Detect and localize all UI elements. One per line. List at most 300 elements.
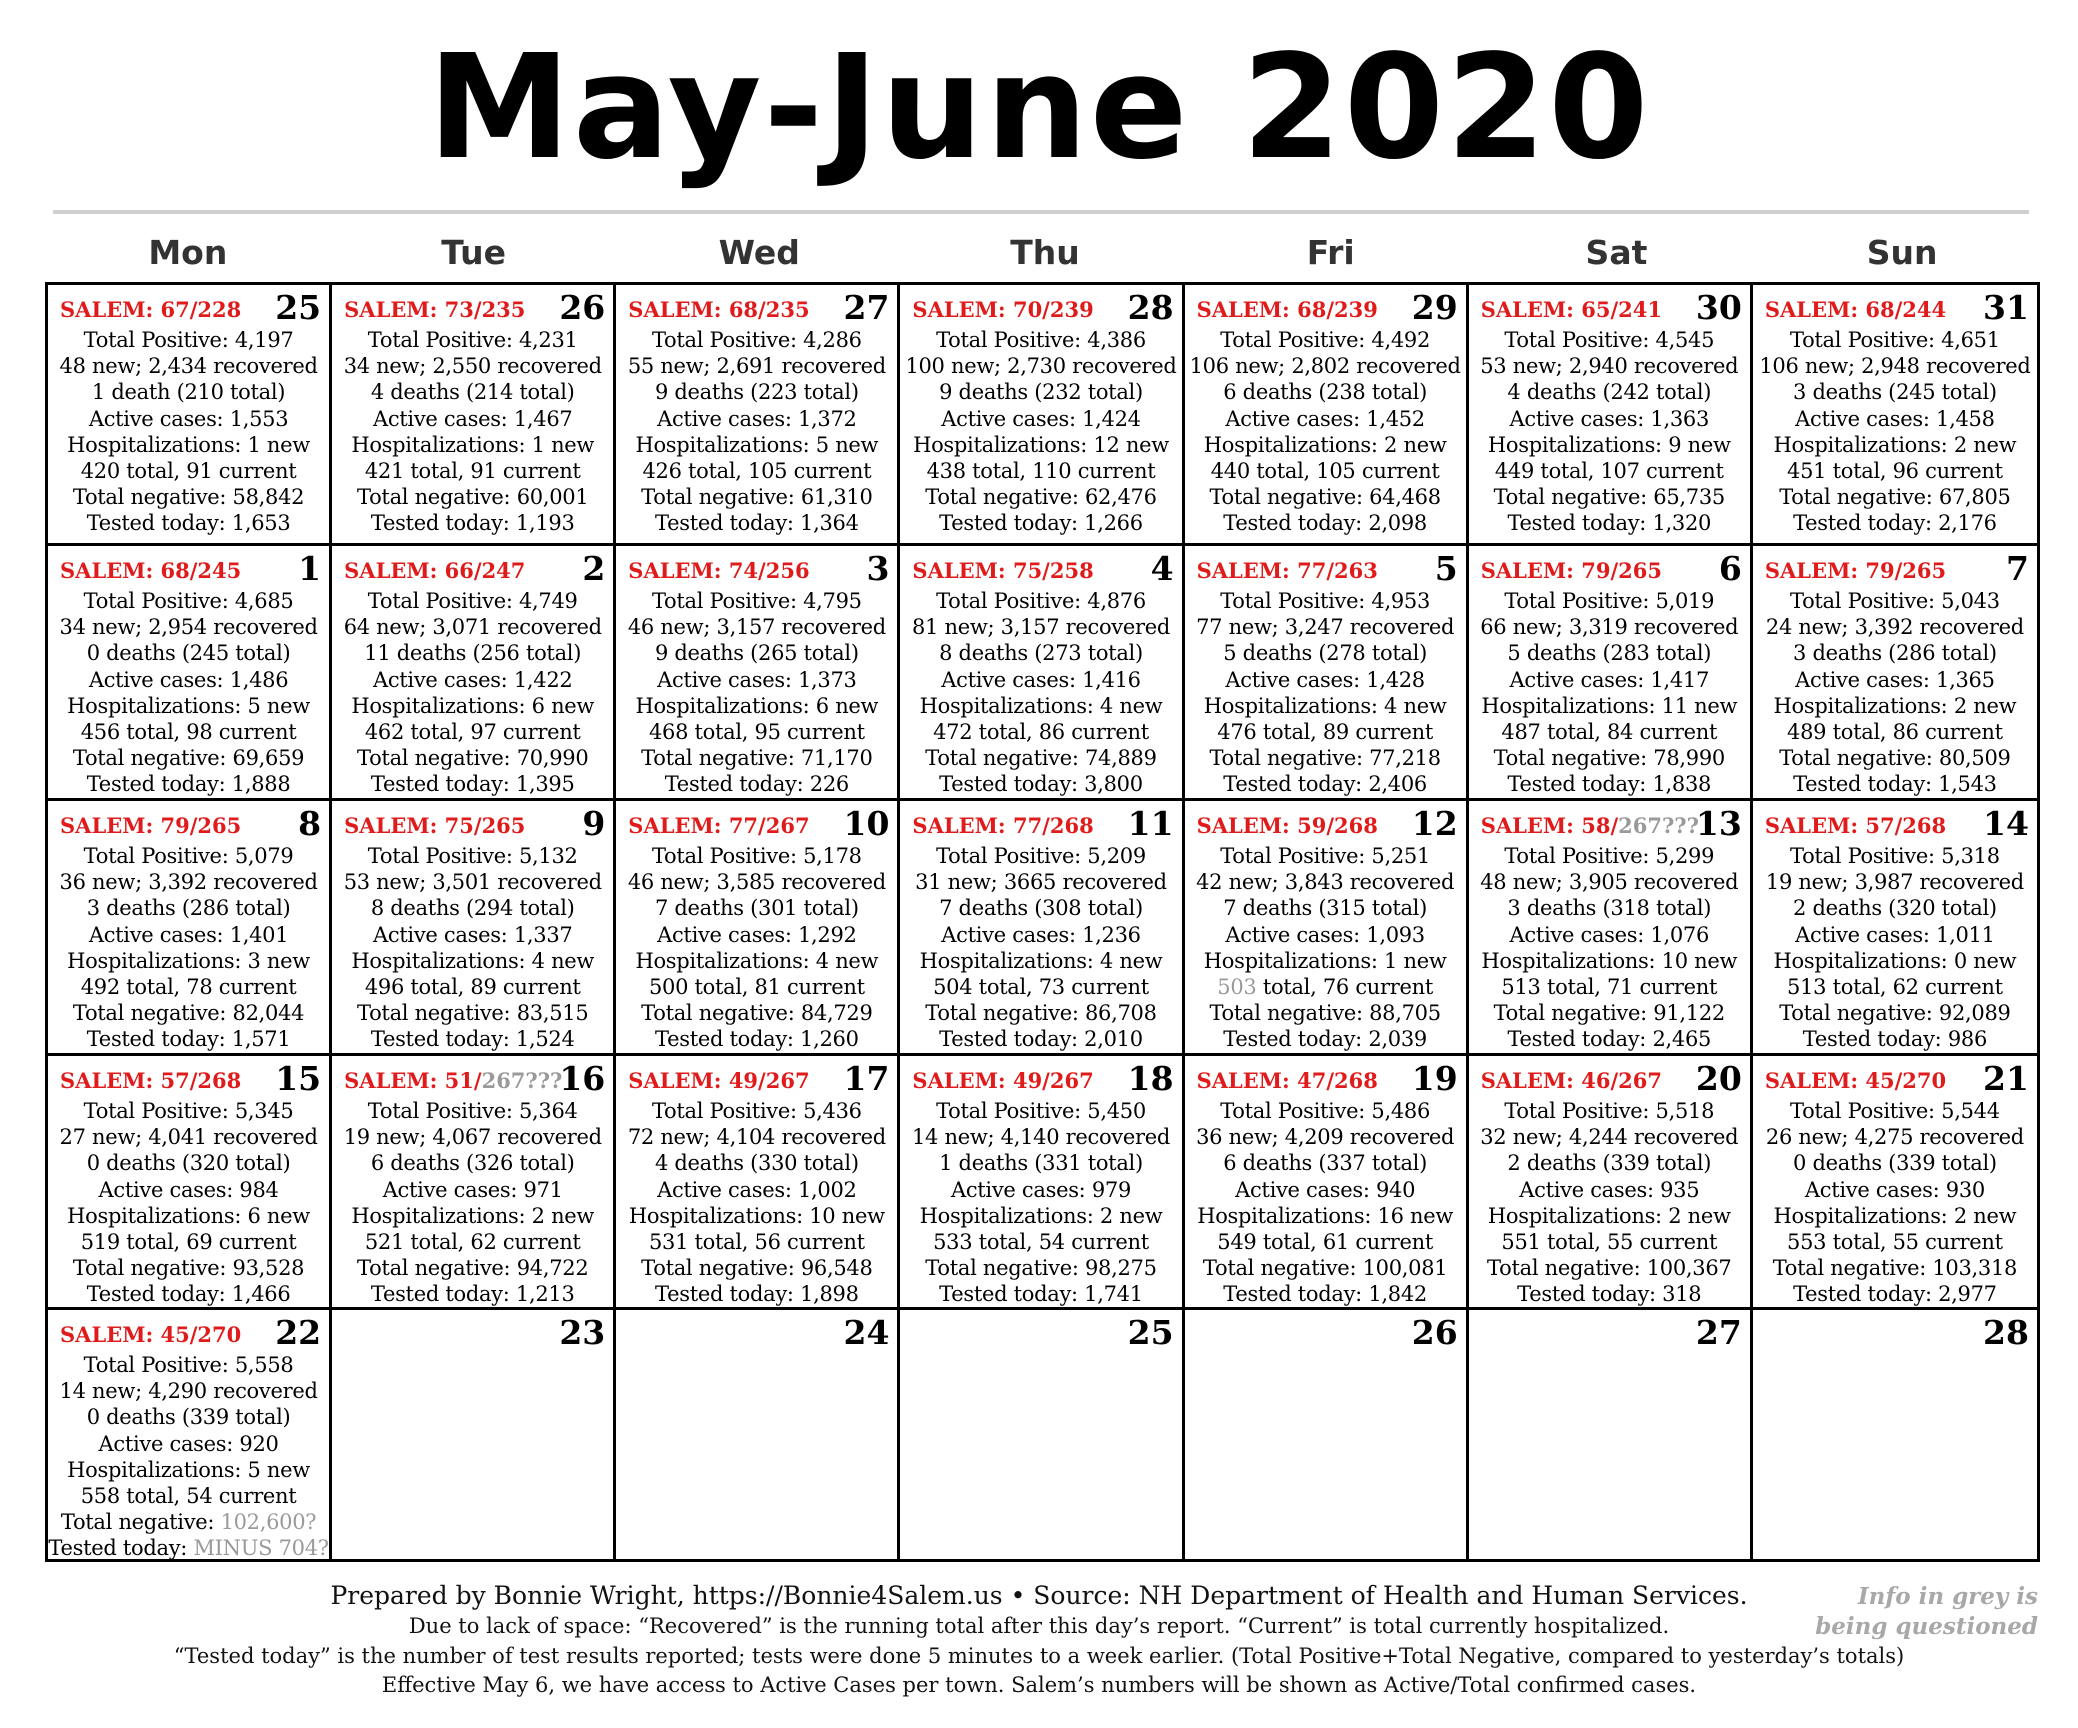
stat-text: Total Positive: 4,749 [367,589,578,613]
stat-text: Tested today: 1,213 [370,1282,575,1307]
stat-text: Total Positive: 4,876 [936,589,1146,613]
stat-line [48,1026,329,1052]
salem-label: SALEM: 49/267 [628,1068,810,1093]
stat-line [48,327,329,353]
day-cell [48,546,332,801]
day-cell [1469,1056,1753,1310]
stat-line [616,1000,897,1026]
stat-line [332,406,613,432]
stat-text: Total negative: 74,889 [925,746,1157,771]
stat-line [1469,869,1750,895]
stat-line [1185,458,1466,484]
salem-label: SALEM: 57/268 [1764,813,1947,838]
stat-line [1753,458,2037,484]
stat-line [48,1150,329,1176]
stat-text: Total Positive: 5,558 [83,1353,294,1377]
stat-text: Hospitalizations: 2 new [1487,1203,1731,1228]
stat-line [332,667,613,693]
stat-line [616,922,897,948]
stat-text: 504 total, 73 current [933,975,1149,1000]
stat-line [1469,510,1750,536]
salem-label: SALEM: 75/265 [344,813,526,838]
stat-text: Active cases: 1,002 [657,1177,857,1202]
stat-text: 34 new; 2,954 recovered [59,615,318,640]
salem-count [912,558,1093,583]
weekday-mon: Mon [148,233,228,272]
stat-line [48,869,329,895]
day-number: 6 [1718,549,1742,588]
salem-count [1481,813,1699,838]
stat-line [616,484,897,510]
salem-count [1765,558,1946,583]
stat-line [1753,895,2037,921]
stat-line [48,1509,329,1535]
day-cell [1469,801,1753,1056]
salem-count [60,813,241,838]
stat-text: Active cases: 979 [950,1177,1132,1202]
stat-text: 0 deaths (245 total) [86,641,291,666]
stat-line [332,1203,613,1229]
stat-text: 0 deaths (339 total) [86,1405,291,1430]
stat-text: Total negative: [60,1510,221,1535]
footer-note-salem: Effective May 6, we have access to Active Cases per town. Salem’s numbers will be shown as Active/Total confirmed cases. [381,1673,1697,1697]
stat-line [332,1098,613,1124]
stat-text: 3 deaths (286 total) [86,896,291,921]
stat-text: Total negative: 98,275 [925,1256,1157,1281]
stat-text: Hospitalizations: 10 new [1481,948,1738,973]
day-number: 5 [1434,549,1458,588]
stat-line [332,1026,613,1052]
stat-line [1753,1281,2037,1307]
stat-line [616,432,897,458]
stat-text: Active cases: 1,401 [88,922,289,947]
stat-line [616,771,897,797]
stat-text: 421 total, 91 current [364,459,581,484]
stat-text: Hospitalizations: 1 new [351,432,595,457]
stat-line [1753,693,2037,719]
stat-text: Hospitalizations: 3 new [67,948,310,973]
salem-count [912,1068,1093,1093]
stat-text: Tested today: 1,888 [86,772,291,797]
stat-line [616,588,897,614]
stat-text: Active cases: 1,365 [1795,667,1995,692]
stat-text: Active cases: 1,011 [1795,922,1995,947]
stat-text: Active cases: 1,452 [1225,406,1425,431]
stat-line [1185,719,1466,745]
stat-line [1753,484,2037,510]
stat-text: Total negative: 62,476 [925,485,1157,510]
stat-text: Total Positive: 4,651 [1790,328,2000,352]
day-cell [1753,285,2037,546]
stat-line [1185,1026,1466,1052]
stat-text: Total Positive: 5,043 [1790,589,2000,613]
stat-text: Active cases: 1,373 [657,667,857,692]
stat-text: Hospitalizations: 5 new [67,693,310,718]
stat-text: 106 new; 2,802 recovered [1189,354,1461,379]
stat-text: 0 deaths (339 total) [1793,1151,1997,1176]
stat-text: total, 76 current [1256,975,1433,1000]
stat-line [48,1431,329,1457]
stat-line [616,667,897,693]
stat-text: Total negative: 93,528 [72,1256,305,1281]
stat-text: Total negative: 92,089 [1779,1001,2011,1026]
stat-line [48,719,329,745]
stat-text: 55 new; 2,691 recovered [627,354,886,379]
stat-text: 549 total, 61 current [1217,1230,1433,1255]
stat-line [48,895,329,921]
stat-line [1469,458,1750,484]
day-cell [1185,285,1469,546]
stat-text: 500 total, 81 current [648,975,865,1000]
stat-line [48,458,329,484]
stat-text: Hospitalizations: 6 new [351,693,595,718]
stat-line [48,667,329,693]
day-number: 16 [559,1059,606,1098]
day-number: 26 [559,288,606,327]
stat-text: 102,600? [220,1510,317,1535]
salem-count [628,558,809,583]
stat-line [332,1150,613,1176]
salem-label: SALEM: 70/239 [912,297,1094,322]
stat-text: 66 new; 3,319 recovered [1480,615,1739,640]
stat-line [1185,484,1466,510]
stat-text: 521 total, 62 current [364,1230,581,1255]
stat-line [48,843,329,869]
stat-line [332,510,613,536]
salem-count [1481,1068,1662,1093]
stat-line [1753,588,2037,614]
stat-text: Hospitalizations: 0 new [1773,948,2017,973]
stat-line [1185,922,1466,948]
stat-line [900,719,1181,745]
stat-text: 6 deaths (326 total) [370,1151,575,1176]
stat-line [1469,693,1750,719]
day-number: 31 [1983,288,2029,327]
stat-line [1753,667,2037,693]
stat-line [1185,406,1466,432]
day-cell [616,801,900,1056]
salem-label: SALEM: 45/270 [1764,1068,1947,1093]
stat-line [900,1000,1181,1026]
stat-line [616,614,897,640]
stat-line [900,974,1181,1000]
stat-text: Tested today: 2,176 [1793,511,1997,536]
stat-text: Active cases: 1,428 [1225,667,1425,692]
stat-line [332,1281,613,1307]
stat-line [332,1124,613,1150]
stat-text: 53 new; 2,940 recovered [1480,354,1739,379]
stat-line [1469,1150,1750,1176]
stat-text: Hospitalizations: 12 new [913,432,1169,457]
stat-line [48,588,329,614]
stat-text: 8 deaths (273 total) [939,641,1143,666]
stat-line [1753,1026,2037,1052]
stat-text: 553 total, 55 current [1787,1230,2003,1255]
stat-text: 1 deaths (331 total) [939,1151,1143,1176]
day-cell [1753,1310,2037,1559]
stat-text: Hospitalizations: 6 new [67,1203,310,1228]
stat-text: Total Positive: 5,178 [651,844,862,868]
day-cell [332,1310,616,1559]
stat-line [332,432,613,458]
day-cell [900,1056,1184,1310]
salem-count [1197,297,1378,322]
stat-text: Active cases: 1,486 [88,667,289,692]
salem-count [344,558,525,583]
salem-count [912,297,1093,322]
stat-text: 440 total, 105 current [1210,459,1440,484]
stat-line [616,327,897,353]
salem-count [1765,1068,1946,1093]
stat-text: Total negative: 82,044 [72,1001,305,1026]
stat-text: Active cases: 971 [382,1177,563,1202]
stat-text: Total Positive: 5,518 [1504,1099,1715,1123]
salem-label: SALEM: 46/267 [1480,1068,1662,1093]
stat-line [1469,974,1750,1000]
stat-text: Total negative: 91,122 [1493,1001,1725,1026]
stat-line [1469,327,1750,353]
weekday-header [45,228,2045,278]
day-cell [48,285,332,546]
salem-questioned: 267??? [481,1068,563,1093]
day-cell [616,1310,900,1559]
stat-text: Tested today: 318 [1517,1282,1702,1307]
stat-line [332,974,613,1000]
stat-text: Hospitalizations: 4 new [1203,693,1447,718]
stat-text: Tested today: 1,543 [1793,772,1997,797]
day-number: 20 [1695,1059,1742,1098]
stat-line [900,353,1181,379]
stat-text: 451 total, 96 current [1787,459,2003,484]
stat-text: Hospitalizations: 4 new [919,693,1163,718]
stat-line [48,1229,329,1255]
stat-line [616,1026,897,1052]
stat-line [332,869,613,895]
stat-text: Total negative: 78,990 [1493,746,1725,771]
stat-line [332,484,613,510]
day-cell [1185,1056,1469,1310]
stat-line [1469,771,1750,797]
stat-text: Active cases: 1,292 [657,922,857,947]
stat-line [1469,379,1750,405]
stat-line [616,948,897,974]
stat-line [900,745,1181,771]
salem-count [1481,297,1662,322]
stat-line [332,1177,613,1203]
stat-text: 53 new; 3,501 recovered [343,870,602,895]
stat-line [616,974,897,1000]
stat-line [1185,640,1466,666]
stat-line [1185,1098,1466,1124]
stat-text: 48 new; 2,434 recovered [59,354,318,379]
day-cell [616,285,900,546]
stat-text: 4 deaths (214 total) [370,380,575,405]
stat-text: 487 total, 84 current [1501,720,1718,745]
stat-text: Active cases: 1,337 [372,922,573,947]
stat-text: Total Positive: 5,019 [1504,589,1715,613]
stat-line [1753,843,2037,869]
stat-line [332,922,613,948]
stat-text: Total negative: 69,659 [72,746,305,771]
salem-count [60,1068,241,1093]
stat-line [900,327,1181,353]
stat-text: Total negative: 86,708 [925,1001,1157,1026]
stat-text: Hospitalizations: 4 new [635,948,879,973]
page-title: May-June 2020 [427,23,1651,191]
salem-label: SALEM: 58/ [1480,813,1619,838]
salem-count [344,1068,562,1093]
stat-line [900,1026,1181,1052]
day-number: 13 [1695,804,1742,843]
stat-text: Hospitalizations: 4 new [919,948,1163,973]
stat-line [1185,353,1466,379]
stat-text: 9 deaths (223 total) [654,380,859,405]
day-number: 18 [1127,1059,1174,1098]
grey-info-note: Info in grey is being questioned [1815,1583,2038,1640]
salem-label: SALEM: 77/268 [912,813,1094,838]
day-cell [900,546,1184,801]
day-number: 27 [843,288,890,327]
stat-line [900,1255,1181,1281]
stat-line [1753,1150,2037,1176]
stat-line [1469,895,1750,921]
stat-text: Tested today: 1,842 [1223,1282,1427,1307]
stat-text: 5 deaths (278 total) [1223,641,1427,666]
stat-line [48,1255,329,1281]
stat-line [1469,843,1750,869]
day-cell [332,801,616,1056]
stat-text: Active cases: 1,424 [941,406,1141,431]
stat-line [1185,327,1466,353]
calendar-grid [45,282,2040,1562]
stat-text: Hospitalizations: 1 new [67,432,310,457]
stat-line [1469,484,1750,510]
day-cell [1469,1310,1753,1559]
stat-text: 4 deaths (242 total) [1507,380,1712,405]
stat-text: 14 new; 4,290 recovered [59,1379,318,1404]
stat-line [48,484,329,510]
stat-line [332,640,613,666]
stat-line [616,1281,897,1307]
stat-text: Active cases: 930 [1804,1177,1985,1202]
stat-line [1469,1281,1750,1307]
stat-text: Tested today: 1,364 [655,511,859,536]
stat-line [900,588,1181,614]
stat-text: Active cases: 1,372 [657,406,857,431]
day-number: 29 [1411,288,1458,327]
day-number: 19 [1411,1059,1458,1098]
stat-line [1185,510,1466,536]
stat-text: 6 deaths (337 total) [1223,1151,1427,1176]
stat-text: Total Positive: 5,299 [1504,844,1715,868]
stat-line [616,895,897,921]
stat-text: Total negative: 64,468 [1209,485,1441,510]
stat-text: 476 total, 89 current [1217,720,1433,745]
salem-label: SALEM: 77/263 [1196,558,1378,583]
stat-line [1185,1281,1466,1307]
stat-text: 106 new; 2,948 recovered [1759,354,2031,379]
stat-text: Total Positive: 5,318 [1790,844,2000,868]
stat-line [616,510,897,536]
stat-line [1469,1026,1750,1052]
stat-line [48,693,329,719]
day-number: 4 [1150,549,1174,588]
stat-text: Tested today: 2,977 [1793,1282,1997,1307]
stat-line [1469,1000,1750,1026]
stat-line [1753,1229,2037,1255]
stat-line [48,406,329,432]
stat-line [1185,1203,1466,1229]
stat-text: Hospitalizations: 6 new [635,693,879,718]
stat-line [1185,974,1466,1000]
stat-text: 426 total, 105 current [642,459,872,484]
stat-line [616,1255,897,1281]
stat-line [616,869,897,895]
stat-text: 46 new; 3,585 recovered [627,870,886,895]
header-divider [53,210,2029,214]
stat-text: 0 deaths (320 total) [86,1151,291,1176]
stat-text: Hospitalizations: 2 new [351,1203,595,1228]
stat-text: Total negative: 65,735 [1493,485,1725,510]
stat-text: Hospitalizations: 2 new [1773,432,2017,457]
stat-line [900,1229,1181,1255]
stat-line [48,1281,329,1307]
stat-text: 420 total, 91 current [80,459,297,484]
stat-line [332,1000,613,1026]
stat-line [1753,974,2037,1000]
stat-text: Total Positive: 5,345 [83,1099,294,1123]
day-cell [48,1310,332,1559]
stat-line [1753,353,2037,379]
stat-text: 519 total, 69 current [80,1230,297,1255]
salem-label: SALEM: 79/265 [1764,558,1947,583]
stat-text: 7 deaths (308 total) [939,896,1143,921]
stat-line [332,588,613,614]
stat-line [616,353,897,379]
salem-questioned: 267??? [1618,813,1699,838]
stat-text: 5 deaths (283 total) [1507,641,1712,666]
stat-line [1469,406,1750,432]
stat-text: Active cases: 1,458 [1795,406,1995,431]
stat-line [1469,1203,1750,1229]
stat-line [900,484,1181,510]
salem-label: SALEM: 77/267 [628,813,810,838]
stat-text: Tested today: 1,898 [655,1282,859,1307]
stat-line [48,432,329,458]
stat-text: 9 deaths (265 total) [654,641,859,666]
stat-text: 3 deaths (245 total) [1793,380,1997,405]
stat-text: Active cases: 1,553 [88,406,289,431]
stat-text: Hospitalizations: 10 new [628,1203,885,1228]
stat-line [1469,432,1750,458]
salem-label: SALEM: 79/265 [60,813,242,838]
day-cell [1753,546,2037,801]
stat-line [48,379,329,405]
day-cell [1185,801,1469,1056]
stat-text: 558 total, 54 current [80,1484,297,1509]
stat-text: Active cases: 940 [1235,1177,1416,1202]
stat-text: Tested today: 1,653 [86,511,291,536]
stat-line [900,510,1181,536]
day-cell [1469,546,1753,801]
day-number: 25 [1127,1313,1174,1352]
stat-line [1753,771,2037,797]
stat-line [900,458,1181,484]
stat-line [1185,1229,1466,1255]
stat-text: Total Positive: 5,132 [367,844,578,868]
stat-text: 27 new; 4,041 recovered [59,1125,318,1150]
salem-count [1481,558,1662,583]
